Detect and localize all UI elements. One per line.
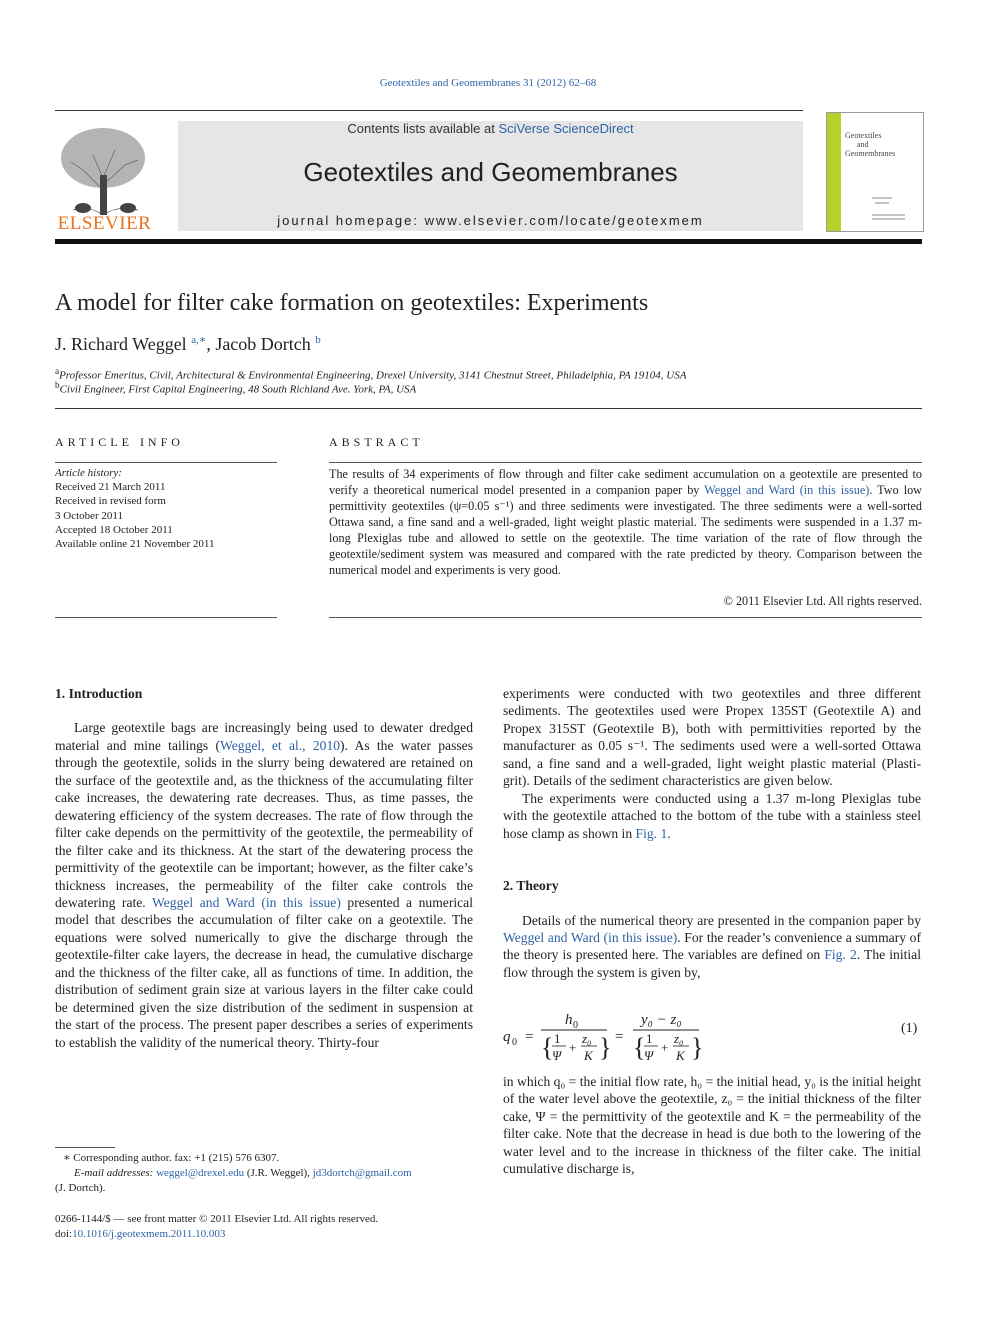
- journal-name: Geotextiles and Geomembranes: [303, 157, 678, 187]
- affil-text: Civil Engineer, First Capital Engineering, 48 South Richland Ave. York, PA, USA: [59, 383, 417, 396]
- history-item: Available online 21 November 2011: [55, 538, 215, 551]
- journal-homepage[interactable]: journal homepage: www.elsevier.com/locate/geotexmem: [277, 213, 704, 228]
- eq-psi: Ψ: [552, 1048, 562, 1063]
- eq-brace: }: [691, 1033, 704, 1062]
- elsevier-wordmark: ELSEVIER: [57, 213, 152, 234]
- eq-brace: {: [633, 1033, 646, 1062]
- affil-text: Professor Emeritus, Civil, Architectural & Environmental Engineering, Drexel University, 3141 Chestnut Street, Philadelphia, PA 19104, USA: [59, 369, 687, 382]
- abstract-rule: [329, 617, 922, 618]
- eq-plus: +: [661, 1040, 669, 1055]
- email-link[interactable]: jd3dortch@gmail.com: [312, 1167, 412, 1179]
- theory-paragraph-after-eq: in which q₀ = the initial flow rate, h₀ = the initial head, y₀ is the initial height of the water level above the geotextile, z₀ = the initial thickness of the filter cake, Ψ = the permittivity of the geotextile and K = the permeability of the filter cake. Note that the decrease in head is due both to the lowering of the water level and to the increase in thickness of the filter cake. The initial cumulative discharge is,: [503, 1074, 921, 1177]
- header-rule: [55, 110, 803, 111]
- article-info-heading: ARTICLE INFO: [55, 435, 184, 449]
- article-title: A model for filter cake formation on geotextiles: Experiments: [55, 290, 649, 316]
- eq-z0: z₀: [674, 1031, 684, 1046]
- journal-cover-thumbnail[interactable]: [826, 112, 924, 232]
- article-info-rule: [55, 462, 277, 463]
- eq-numerator-sub: 0: [573, 1020, 578, 1031]
- body-text: presented a numerical model that describes the accumulation of filter cake on a geotextile. The equations were solved numerically to give the discharge through the geotextile-filter cake layers, the decrease in head, the cumulative discharge and the thickness of the filter cake, all as functions of time. In addition, the distribution of sediment grain size at various layers in the filter cake could be determined given the size distribution of the sediment in suspension at the start of the process. The present paper describes a series of experiments to establish the validity of the numerical theory. Thirty-four: [55, 894, 473, 1050]
- contents-prefix: Contents lists available at: [347, 121, 499, 136]
- abstract-text: . Two low permittivity geotextiles (ψ=0.05 s⁻¹) and three sediments were investigated. The three sediments were a well-sorted Ottawa sand, a fine sand and a well-graded, light weight plastic material. The sediments were suspended in a 1.37 m-long Plexiglas tube and allowed to settle on the geotextile. The time variation of the rate of flow through the geotextile/sediment system was measured and compared with the rate predicted by theory. Comparison between the numerical model and experiments is very good.: [329, 483, 922, 577]
- cover-title: [845, 131, 895, 158]
- footnote-text: Corresponding author. fax: +1 (215) 576 6307.: [70, 1152, 280, 1164]
- eq-equals: =: [525, 1029, 534, 1045]
- theory-paragraph: [503, 912, 921, 982]
- author-name[interactable]: Jacob Dortch: [215, 334, 311, 354]
- article-info-rule: [55, 617, 277, 618]
- author-separator: ,: [206, 334, 216, 354]
- figure-link[interactable]: Fig. 2: [824, 947, 857, 963]
- affiliation-b: [55, 380, 416, 396]
- body-text: .: [667, 825, 671, 841]
- eq-one: 1: [554, 1031, 561, 1046]
- equation-number: (1): [901, 1021, 918, 1036]
- abstract-rule: [329, 462, 922, 463]
- eq-numerator: h: [565, 1012, 573, 1028]
- figure-link[interactable]: Fig. 1: [635, 825, 668, 841]
- cover-decoration: [867, 193, 907, 223]
- cover-title-line: and: [857, 140, 869, 149]
- eq-psi: Ψ: [644, 1048, 654, 1063]
- doi-link[interactable]: 10.1016/j.geotexmem.2011.10.003: [72, 1228, 226, 1240]
- footnotes: [55, 1151, 473, 1196]
- contents-line: [178, 121, 803, 136]
- abstract-text: The results of 34 experiments of flow through and filter cake sediment accumulation on a geotextile are presented to verify a theoretical numerical model presented in a companion paper by: [329, 467, 922, 497]
- body-text: The experiments were conducted using a 1.37 m-long Plexiglas tube with the geotextile attached to the bottom of the tube with a stainless steel hose clamp as shown in: [503, 790, 921, 841]
- body-text: Large geotextile bags are increasingly being used to dewater dredged material and mine tailings (: [55, 720, 473, 753]
- eq-plus: +: [569, 1040, 577, 1055]
- history-item: Accepted 18 October 2011: [55, 523, 173, 536]
- eq-k: K: [584, 1048, 593, 1063]
- cover-title-line: Geomembranes: [845, 149, 896, 158]
- footnote-mark: ∗: [63, 1152, 71, 1164]
- reference-link[interactable]: Weggel, et al., 2010: [220, 737, 341, 753]
- affil-mark: a: [55, 366, 60, 376]
- eq-brace: }: [599, 1033, 612, 1062]
- history-item: Received in revised form: [55, 495, 166, 508]
- email-owner: (J.R. Weggel),: [244, 1167, 313, 1179]
- history-item: 3 October 2011: [55, 509, 124, 522]
- journal-citation[interactable]: Geotextiles and Geomembranes 31 (2012) 62–68: [379, 77, 597, 89]
- affil-mark: b: [55, 380, 60, 390]
- email-owner: (J. Dortch).: [55, 1182, 106, 1194]
- section-heading: 1. Introduction: [55, 686, 143, 701]
- doi-label: doi:: [55, 1228, 73, 1240]
- abstract-body: [329, 466, 922, 578]
- body-text: ). As the water passes through the geotextile, solids in the slurry being dewatered are retained on the surface of the geotextile and, as the thickness of the accumulating filter cake increases, the dewatering rate decreases. Thus, as time passes, the dewatering efficiency of the system decreases. The rate of flow through the filter cake depends on the permittivity of the geotextile, the permeability of the filter cake and its thickness. At the start of the dewatering process the permittivity of the geotextile can be important; however, as the filter cake’s thickness increases, the permeability of the filter cake controls the dewatering rate.: [55, 737, 473, 910]
- eq-k: K: [676, 1048, 685, 1063]
- body-text: . The initial flow through the system is given by,: [503, 947, 921, 980]
- email-link[interactable]: weggel@drexel.edu: [156, 1167, 245, 1179]
- history-item: Received 21 March 2011: [55, 481, 166, 494]
- front-matter: [55, 1212, 473, 1242]
- eq-z0: z₀: [582, 1031, 592, 1046]
- author-list: [55, 333, 321, 355]
- article-history: [55, 466, 277, 551]
- left-column: [55, 685, 473, 1051]
- cover-green-band: [827, 113, 841, 231]
- issn-line: 0266-1144/$ — see front matter © 2011 Elsevier Ltd. All rights reserved.: [55, 1213, 379, 1225]
- eq-brace: {: [541, 1033, 554, 1062]
- reference-link[interactable]: Weggel and Ward (in this issue): [152, 894, 341, 910]
- affiliation-rule: [55, 408, 922, 409]
- copyright: © 2011 Elsevier Ltd. All rights reserved.: [723, 594, 922, 608]
- body-text: Details of the numerical theory are presented in the companion paper by: [522, 912, 921, 928]
- reference-link[interactable]: Weggel and Ward (in this issue): [503, 929, 678, 945]
- header-thick-rule: [55, 239, 922, 244]
- eq-lhs-sub: 0: [512, 1037, 517, 1048]
- reference-link[interactable]: Weggel and Ward (in this issue): [704, 483, 870, 497]
- right-column: [503, 685, 921, 981]
- history-label: Article history:: [55, 467, 122, 479]
- equation-1: [503, 1008, 921, 1066]
- author-affil-mark[interactable]: b: [315, 334, 321, 346]
- abstract-heading: ABSTRACT: [329, 435, 424, 449]
- eq-equals: =: [615, 1029, 624, 1045]
- eq-lhs: q: [503, 1029, 511, 1045]
- cover-title-line: Geotextiles: [845, 131, 882, 140]
- body-text: . For the reader’s convenience a summary of the theory is presented here. The variables are defined on: [503, 929, 921, 963]
- section-heading: 2. Theory: [503, 878, 559, 894]
- author-name[interactable]: J. Richard Weggel: [55, 334, 187, 354]
- intro-paragraph-cont: experiments were conducted with two geotextiles and three different sediments. The geotextiles used were Propex 135ST (Geotextile A) and Propex 315ST (Geotextile B), both with permittivities reported by the manufacturer as 0.05 s⁻¹. The sediments used were a well-sorted Ottawa sand, a fine sand and a well-graded, light weight plastic material (Plasti-grit). Details of the sediment characteristics are given below.: [503, 686, 921, 789]
- eq-one: 1: [646, 1031, 653, 1046]
- intro-paragraph: [503, 790, 921, 842]
- intro-paragraph: [55, 719, 473, 1051]
- eq-numerator: y₀ − z₀: [641, 1012, 682, 1028]
- email-label: E-mail addresses:: [74, 1167, 154, 1179]
- corresponding-mark[interactable]: ∗: [198, 334, 207, 346]
- sciencedirect-link[interactable]: SciVerse ScienceDirect: [498, 121, 634, 136]
- footnote-rule: [55, 1147, 115, 1148]
- author-affil-mark[interactable]: a,: [191, 334, 199, 346]
